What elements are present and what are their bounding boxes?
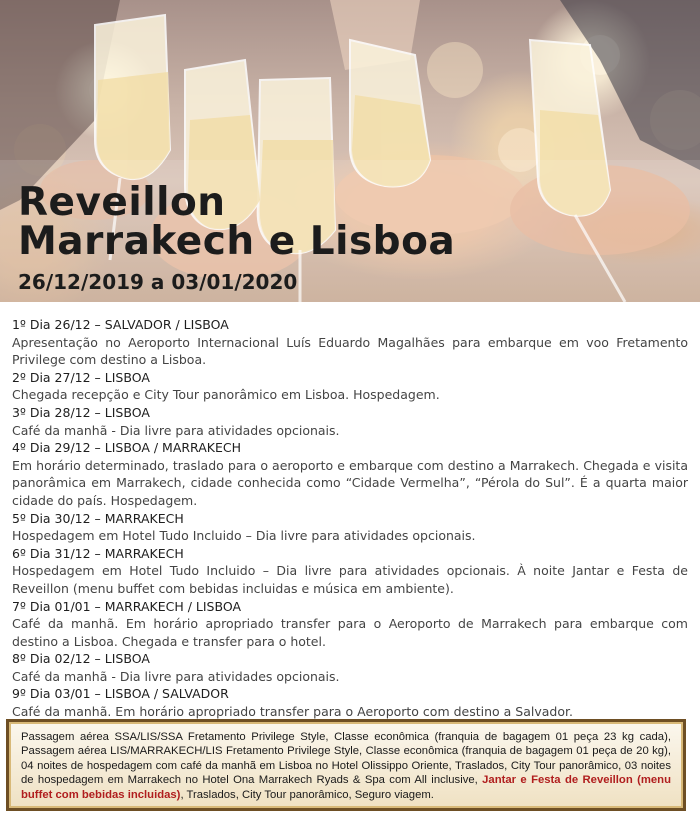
itinerary-day-7 (12, 598, 688, 651)
day-title: 4º Dia 29/12 – LISBOA / MARRAKECH (12, 440, 242, 456)
title-line-2: Marrakech e Lisboa (18, 219, 456, 264)
itinerary-day-3 (12, 404, 688, 439)
itinerary-day-8 (12, 650, 688, 685)
day-description: Em horário determinado, traslado para o aeroporto e embarque com destino a Marrakech. Chegada e visita panorâmica em Marrakech, cidade conhecida como “Cidade Vermelha”, “Pérola do Sul”. É a quarta maior cidade do país. Hospedagem. (12, 457, 688, 508)
itinerary-day-2 (12, 369, 688, 404)
page-title (18, 180, 456, 264)
day-description: Chegada recepção e City Tour panorâmico em Lisboa. Hospedagem. (12, 387, 440, 403)
day-title: 3º Dia 28/12 – LISBOA (12, 404, 150, 420)
day-description: Café da manhã. Em horário apropriado transfer para o Aeroporto de Marrakech para embarque com destino a Lisboa. Chegada e transfer para o hotel. (12, 616, 688, 649)
includes-highlight: Jantar e Festa de Reveillon (menu buffet com bebidas incluidas) (21, 774, 671, 801)
day-title: 8º Dia 02/12 – LISBOA (12, 651, 150, 667)
day-title: 6º Dia 31/12 – MARRAKECH (12, 545, 184, 561)
day-description: Hospedagem em Hotel Tudo Incluido – Dia livre para atividades opcionais. À noite Jantar e Festa de Reveillon (menu buffet com bebidas incluidas e música em ambiente). (12, 563, 688, 596)
day-title: 5º Dia 30/12 – MARRAKECH (12, 510, 184, 526)
day-title: 2º Dia 27/12 – LISBOA (12, 369, 150, 385)
day-description: Café da manhã - Dia livre para atividades opcionais. (12, 668, 340, 684)
day-description: Hospedagem em Hotel Tudo Incluido – Dia livre para atividades opcionais. (12, 528, 476, 544)
day-description: Café da manhã - Dia livre para atividades opcionais. (12, 422, 340, 438)
day-title: 1º Dia 26/12 – SALVADOR / LISBOA (12, 317, 229, 332)
day-description: Café da manhã. Em horário apropriado transfer para o Aeroporto com destino a Salvador. (12, 704, 573, 720)
itinerary-day-4 (12, 439, 688, 509)
title-line-1: Reveillon (18, 180, 226, 225)
itinerary-list (12, 316, 688, 721)
day-description: Apresentação no Aeroporto Internacional Luís Eduardo Magalhães para embarque em voo Fretamento Privilege com destino a Lisboa. (12, 334, 688, 368)
itinerary-day-5 (12, 510, 688, 545)
itinerary-day-9 (12, 685, 688, 720)
day-title: 7º Dia 01/01 – MARRAKECH / LISBOA (12, 598, 242, 614)
day-title: 9º Dia 03/01 – LISBOA / SALVADOR (12, 686, 229, 702)
trip-dates: 26/12/2019 a 03/01/2020 (18, 270, 298, 294)
hero-banner (0, 0, 700, 302)
package-includes-box (6, 719, 686, 811)
includes-text-end: , Traslados, City Tour panorâmico, Seguro viagem. (180, 788, 434, 801)
itinerary-day-1 (12, 316, 688, 369)
itinerary-day-6 (12, 545, 688, 598)
includes-text: Passagem aérea SSA/LIS/SSA Fretamento Privilege Style, Classe econômica (franquia de bagagem 01 peça 23 kg cada), Passagem aérea LIS/MARRAKECH/LIS Fretamento Privilege Style, Classe econômica (franquia de bagagem 01 peça de 20 kg), 04 noites de hospedagem com café da manhã em Lisboa no Hotel Olissippo Oriente, Traslados, City Tour panorâmico, 03 noites de hospedagem em Marrakech no Hotel Ona Marrakech Ryads & Spa com All inclusive, (21, 731, 671, 787)
